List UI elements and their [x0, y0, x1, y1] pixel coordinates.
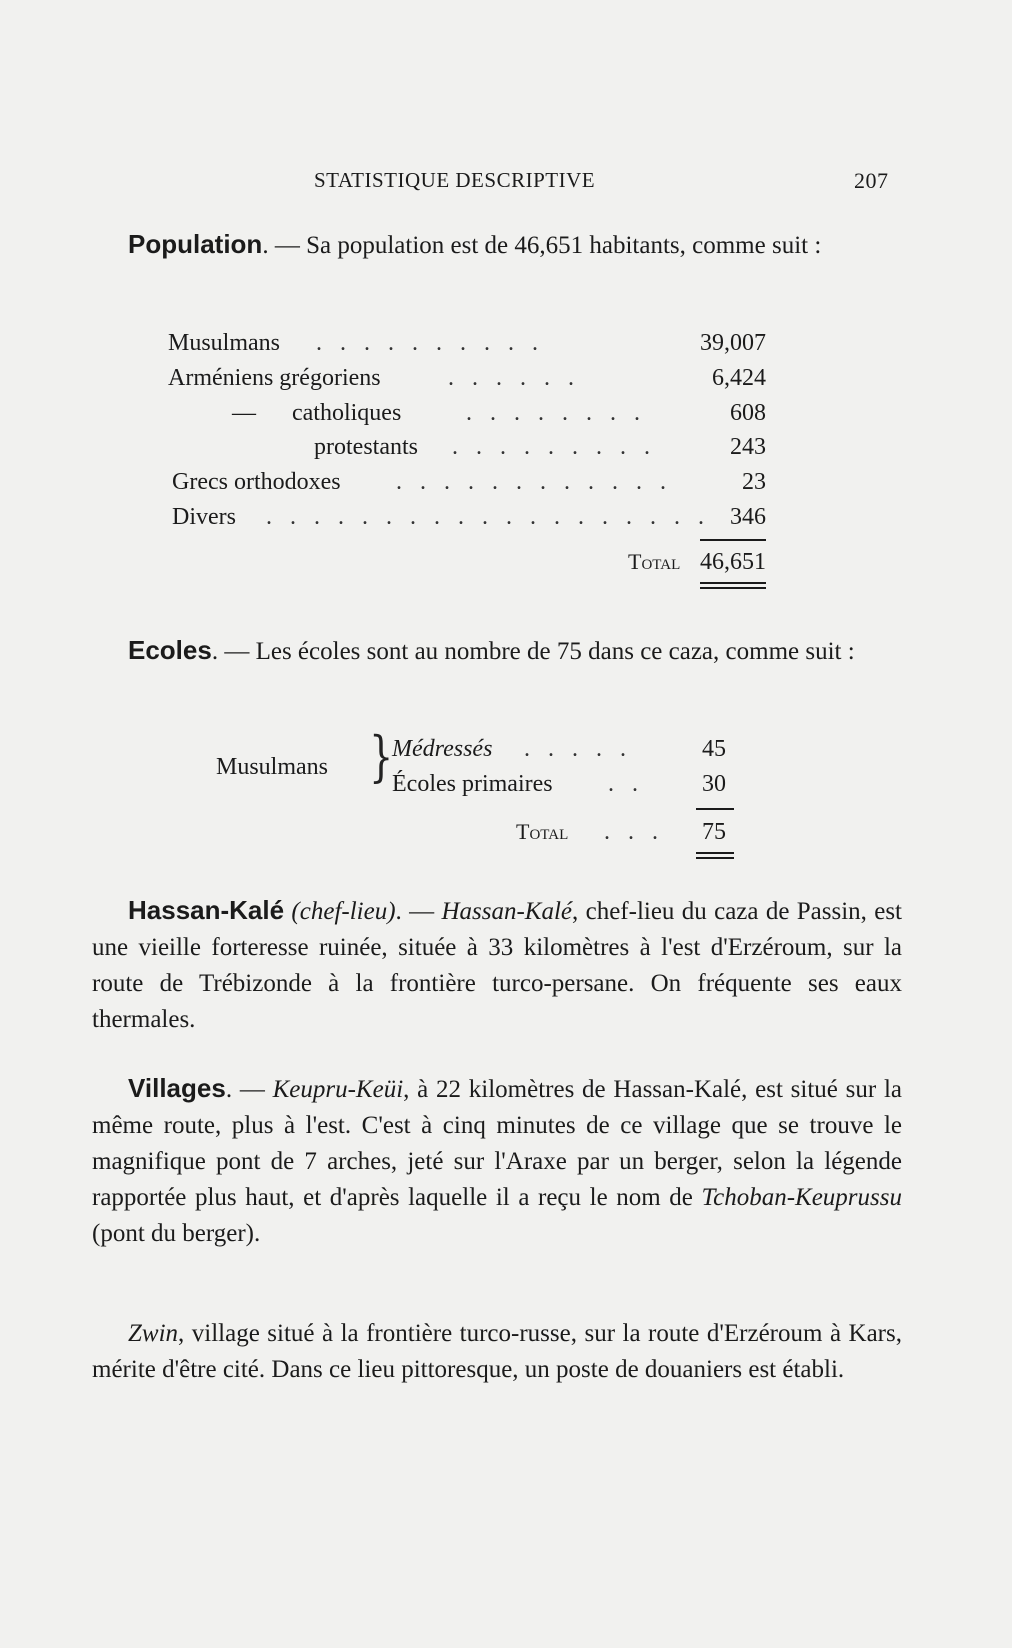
dash: . — — [225, 1076, 273, 1103]
row-value: 6,424 — [712, 365, 766, 391]
leader-dots: . . . — [604, 819, 664, 845]
row-value: 45 — [702, 736, 726, 762]
table-row — [0, 396, 1012, 430]
brace-glyph: } — [369, 725, 394, 788]
total-label: Total — [628, 549, 681, 574]
table-row — [0, 361, 1012, 395]
row-label: protestants — [314, 434, 418, 460]
row-label: Médressés — [392, 736, 493, 762]
row-label: Musulmans — [168, 330, 281, 356]
group-label: Musulmans — [216, 754, 329, 780]
table-row — [0, 326, 1012, 360]
row-label: Divers — [172, 504, 236, 530]
leader-dots: . . . . . . . . . . . . — [396, 469, 672, 495]
village-name: Keupru-Keüi — [272, 1076, 404, 1103]
total-value: 75 — [702, 819, 726, 845]
hassan-chef-lieu: (chef-lieu) — [291, 898, 396, 925]
leader-dots: . . . . . . . . . — [452, 434, 656, 460]
population-text: . — Sa population est de 46,651 habitants, comme suit : — [262, 232, 822, 259]
leader-dots: . . . . . . — [448, 365, 580, 391]
row-label: — catholiques — [232, 400, 402, 426]
row-value: 346 — [730, 504, 766, 530]
row-value: 30 — [702, 771, 726, 797]
total-double-rule — [700, 587, 766, 589]
leader-dots: . . . . . — [524, 736, 632, 762]
running-title: STATISTIQUE DESCRIPTIVE — [314, 168, 596, 192]
total-label: Total — [516, 819, 569, 844]
villages-heading: Villages — [128, 1073, 226, 1103]
population-heading: Population — [128, 229, 263, 259]
table-row — [0, 465, 1012, 499]
villages-paragraph — [92, 1070, 902, 1252]
row-label: Écoles primaires — [392, 771, 553, 797]
table-row — [0, 732, 1012, 766]
leader-dots: . . . . . . . . . . — [316, 330, 544, 356]
villages-text-2: (pont du berger). — [92, 1220, 261, 1247]
population-paragraph — [92, 226, 902, 264]
hassan-name: Hassan-Kalé — [441, 898, 573, 925]
total-row — [0, 815, 1012, 849]
zwin-text: , village situé à la frontière turco-russe, sur la route d'Erzéroum à Kars, mérite d'être cité. Dans ce lieu pittoresque, un poste de douaniers est établi. — [92, 1320, 902, 1383]
row-value: 243 — [730, 434, 766, 460]
hassan-heading: Hassan-Kalé — [128, 895, 285, 925]
leader-dots: . . — [608, 771, 644, 797]
zwin-name: Zwin — [128, 1320, 179, 1347]
total-double-rule — [696, 857, 734, 859]
sum-rule — [700, 539, 766, 541]
table-row — [0, 430, 1012, 464]
total-double-rule — [700, 582, 766, 584]
hassan-kale-paragraph — [92, 892, 902, 1038]
row-value: 39,007 — [700, 330, 766, 356]
table-row — [0, 767, 1012, 801]
page-number: 207 — [854, 168, 889, 193]
total-value: 46,651 — [700, 549, 766, 575]
ecoles-text: . — Les écoles sont au nombre de 75 dans ce caza, comme suit : — [211, 638, 855, 665]
total-row — [0, 545, 1012, 579]
zwin-paragraph — [92, 1316, 902, 1388]
dash: . — — [395, 898, 442, 925]
leader-dots: . . . . . . . . . . . . . . . . . . . — [266, 504, 710, 530]
total-double-rule — [696, 852, 734, 854]
villages-text-1: , à 22 kilomètres de Hassan-Kalé, est situé sur la même route, plus à l'est. C'est à cinq minutes de ce village que se trouve le magnifique pont de 7 arches, jeté sur l'Araxe par un berger, selon la légende rapportée plus haut, et d'après laquelle il a reçu le nom de — [92, 1076, 903, 1211]
sum-rule — [696, 808, 734, 810]
table-row — [0, 500, 1012, 534]
leader-dots: . . . . . . . . — [466, 400, 646, 426]
row-label: Arméniens grégoriens — [168, 365, 381, 391]
ecoles-paragraph — [92, 632, 902, 670]
row-label: Grecs orthodoxes — [172, 469, 341, 495]
bridge-name: Tchoban-Keuprussu — [701, 1184, 902, 1211]
ecoles-heading: Ecoles — [128, 635, 212, 665]
row-value: 608 — [730, 400, 766, 426]
hassan-text: , chef-lieu du caza de Passin, est une vieille forteresse ruinée, située à 33 kilomètres à l'est d'Erzéroum, sur la route de Trébizonde à la frontière turco-persane. On fréquente ses eaux thermales. — [92, 898, 903, 1033]
row-value: 23 — [742, 469, 766, 495]
